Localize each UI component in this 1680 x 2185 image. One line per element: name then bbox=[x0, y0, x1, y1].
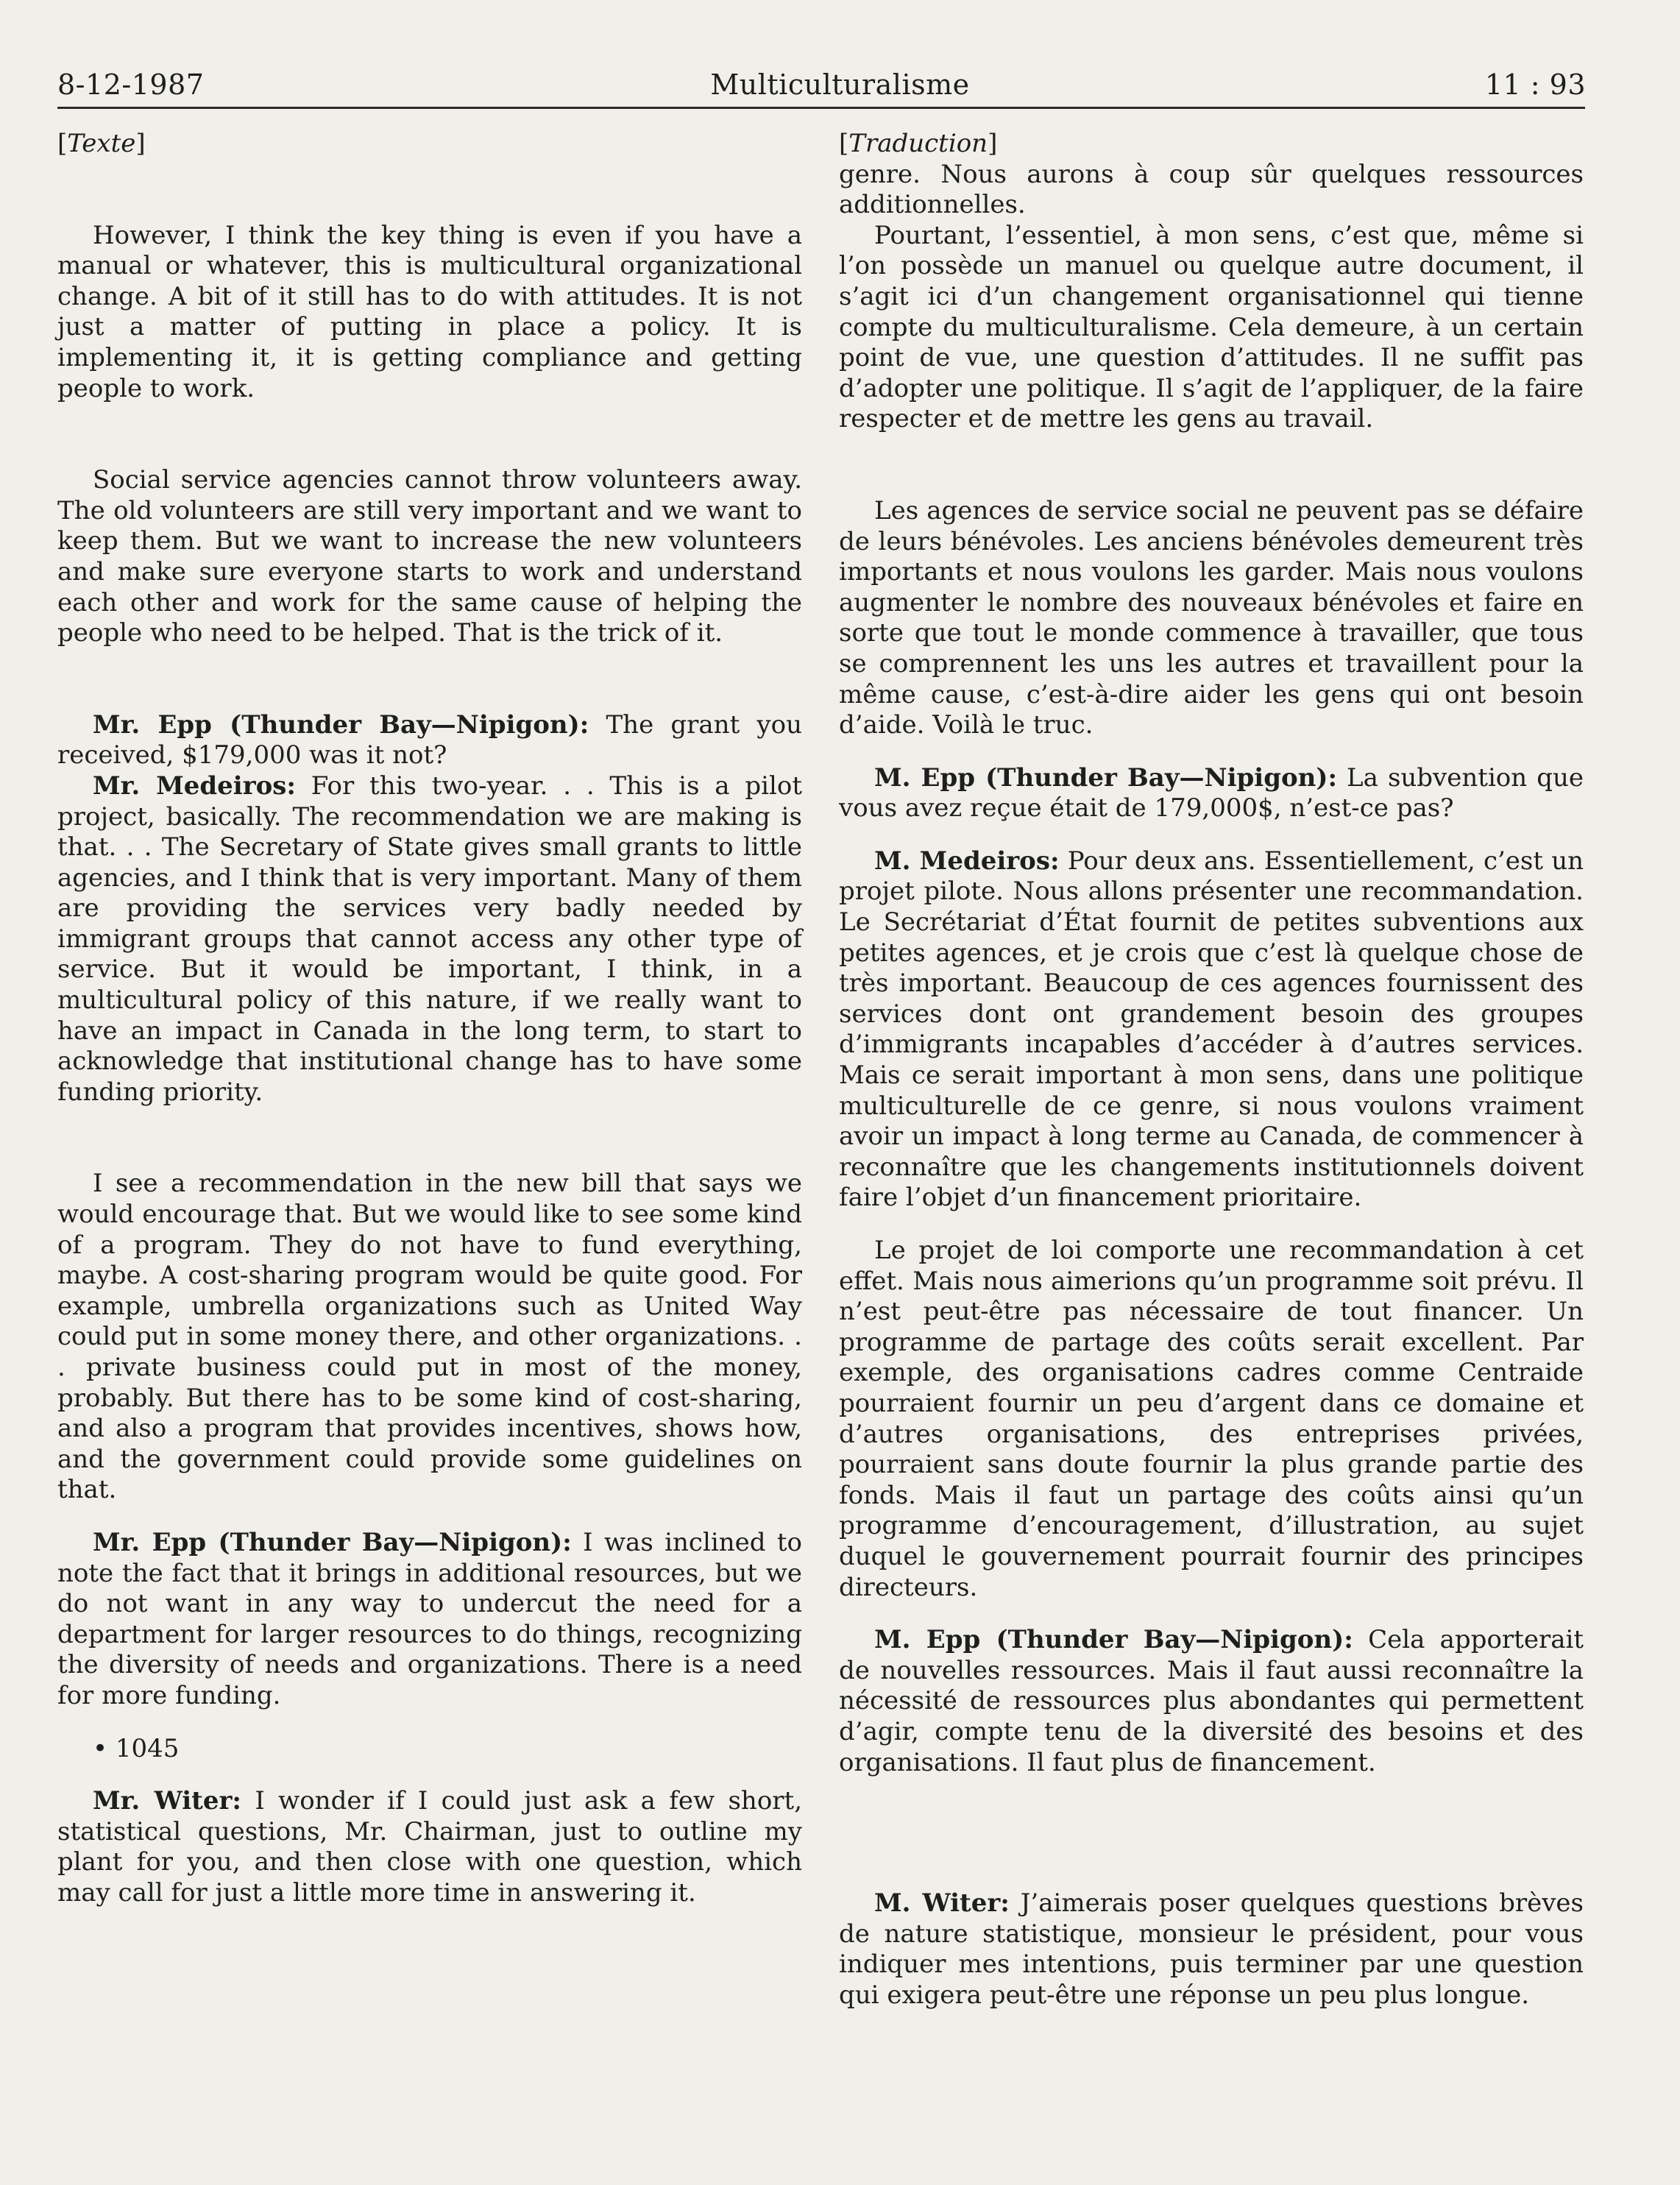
speaker-name: Mr. Medeiros: bbox=[93, 771, 296, 801]
timestamp: • 1045 bbox=[93, 1733, 180, 1763]
header-rule bbox=[57, 107, 1585, 109]
paragraph: Social service agencies cannot throw volunteers away. The old volunteers are still very important and we want to keep them. But we want to increase the new volunteers and make sure everyone starts to work and understand each other and work for the same cause of helping the people who need to be helped. That is the trick of it. bbox=[57, 465, 802, 648]
header-date: 8-12-1987 bbox=[57, 68, 205, 101]
language-tag-texte: [Texte] bbox=[57, 129, 146, 158]
paragraph: However, I think the key thing is even if you have a manual or whatever, this is multicultural organizational change. A bit of it still has to do with attitudes. It is not just a matter of putting in place a policy. It is implementing it, it is getting compliance and getting people to work. bbox=[57, 220, 802, 403]
speaker-name: Mr. Witer: bbox=[93, 1786, 241, 1816]
paragraph: M. Epp (Thunder Bay—Nipigon): La subvention que vous avez reçue était de 179,000$, n’est-ce pas? bbox=[839, 762, 1584, 824]
paragraph: Les agences de service social ne peuvent pas se défaire de leurs bénévoles. Les anciens bénévoles demeurent très importants et nous voulons les garder. Mais nous voulons augmenter le nombre des nouveaux bénévoles et faire en sorte que tout le monde commence à travailler, que tous se comprennent les uns les autres et travaillent pour la même cause, c’est-à-dire aider les gens qui ont besoin d’aide. Voilà le truc. bbox=[839, 495, 1584, 740]
left-column-english bbox=[57, 129, 802, 1909]
paragraph: Le projet de loi comporte une recommandation à cet effet. Mais nous aimerions qu’un programme soit prévu. Il n’est peut-être pas nécessaire de tout financer. Un programme de partage des coûts serait excellent. Par exemple, des organisations cadres comme Centraide pourraient fournir un peu d’argent dans ce domaine et d’autres organisations, des entreprises privées, pourraient sans doute fournir la plus grande partie des fonds. Mais il faut un partage des coûts ainsi qu’un programme d’encouragement, d’illustration, au sujet duquel le gouvernement pourrait fournir des principes directeurs. bbox=[839, 1236, 1584, 1602]
paragraph: genre. Nous aurons à coup sûr quelques ressources additionnelles. bbox=[839, 159, 1584, 220]
paragraph: Mr. Epp (Thunder Bay—Nipigon): The grant you received, $179,000 was it not? bbox=[57, 709, 803, 771]
speaker-name: M. Epp (Thunder Bay—Nipigon): bbox=[874, 762, 1338, 793]
paragraph: I see a recommendation in the new bill that says we would encourage that. But we would like to see some kind of a program. They do not have to fund everything, maybe. A cost-sharing program would be quite good. For example, umbrella organizations such as United Way could put in some money there, and other organizations. . . private business could put in most of the money, probably. But there has to be some kind of cost-sharing, and also a program that provides incentives, shows how, and the government could provide some guidelines on that. bbox=[57, 1169, 802, 1505]
paragraph: M. Medeiros: Pour deux ans. Essentiellement, c’est un projet pilote. Nous allons présenter une recommandation. Le Secrétariat d’État fournit de petites subventions aux petites agences, et je crois que c’est là quelque chose de très important. Beaucoup de ces agences fournissent des services dont ont grandement besoin des groupes d’immigrants incapables d’accéder à d’autres services. Mais ce serait important à mon sens, dans une politique multiculturelle de ce genre, si nous voulons vraiment avoir un impact à long terme au Canada, de commencer à reconnaître que les changements institutionnels doivent faire l’objet d’un financement prioritaire. bbox=[839, 846, 1584, 1213]
speaker-name: M. Medeiros: bbox=[874, 846, 1060, 876]
paragraph: Mr. Witer: I wonder if I could just ask a few short, statistical questions, Mr. Chairman, just to outline my plant for you, and then close with one question, which may call for just a little more time in answering it. bbox=[57, 1786, 803, 1908]
paragraph: M. Epp (Thunder Bay—Nipigon): Cela apporterait de nouvelles ressources. Mais il faut aussi reconnaître la nécessité de ressources plus abondantes qui permettent d’agir, compte tenu de la diversité des besoins et des organisations. Il faut plus de financement. bbox=[839, 1625, 1584, 1777]
speaker-name: M. Epp (Thunder Bay—Nipigon): bbox=[874, 1625, 1353, 1655]
header-title: Multiculturalisme bbox=[710, 68, 970, 101]
paragraph: Pourtant, l’essentiel, à mon sens, c’est que, même si l’on possède un manuel ou quelque autre document, il s’agit ici d’un changement organisationnel qui tienne compte du multiculturalisme. Cela demeure, à un certain point de vue, une question d’attitudes. Il ne suffit pas d’adopter une politique. Il s’agit de l’appliquer, de la faire respecter et de mettre les gens au travail. bbox=[839, 220, 1584, 434]
speaker-name: Mr. Epp (Thunder Bay—Nipigon): bbox=[93, 709, 589, 740]
header-page-number: 11 : 93 bbox=[1484, 68, 1586, 101]
speaker-name: Mr. Epp (Thunder Bay—Nipigon): bbox=[93, 1527, 572, 1557]
paragraph: M. Witer: J’aimerais poser quelques questions brèves de nature statistique, monsieur le président, pour vous indiquer mes intentions, puis terminer par une question qui exigera peut-être une réponse un peu plus longue. bbox=[839, 1888, 1584, 2010]
language-tag-traduction: [Traduction] bbox=[839, 129, 998, 158]
right-column-french bbox=[839, 129, 1584, 2011]
paragraph: Mr. Epp (Thunder Bay—Nipigon): I was inclined to note the fact that it brings in additional resources, but we do not want in any way to undercut the need for a department for larger resources to do things, recognizing the diversity of needs and organizations. There is a need for more funding. bbox=[57, 1527, 802, 1710]
paragraph: Mr. Medeiros: For this two-year. . . This is a pilot project, basically. The recommendation we are making is that. . . The Secretary of State gives small grants to little agencies, and I think that is very important. Many of them are providing the services very badly needed by immigrant groups that cannot access any other type of service. But it would be important, I think, in a multicultural policy of this nature, if we really want to have an impact in Canada in the long term, to start to acknowledge that institutional change has to have some funding priority. bbox=[57, 771, 802, 1107]
speaker-name: M. Witer: bbox=[874, 1888, 1010, 1919]
